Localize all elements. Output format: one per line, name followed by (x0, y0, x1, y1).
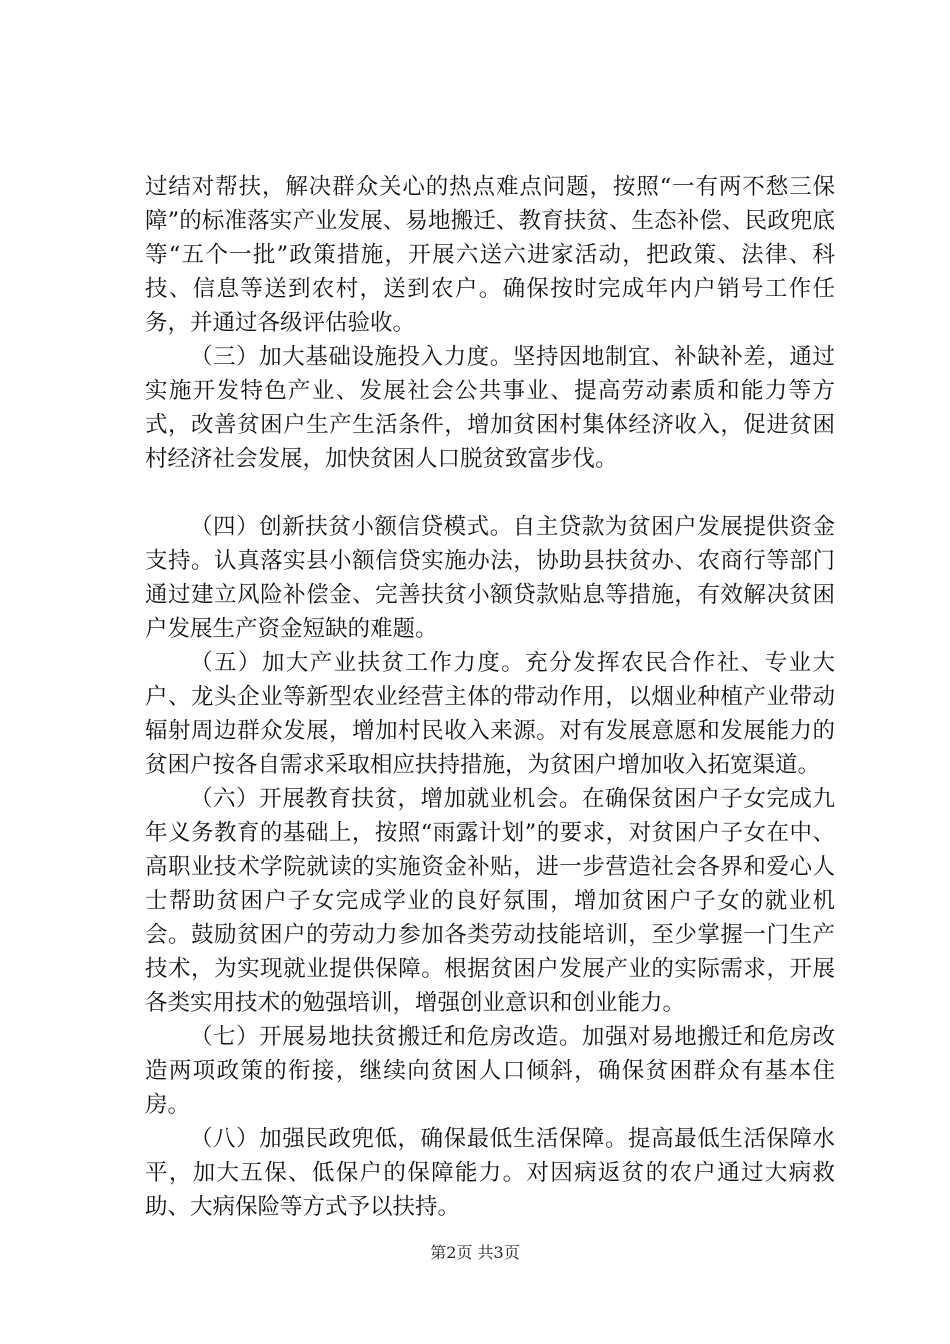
paragraph-section-4: （四）创新扶贫小额信贷模式。自主贷款为贫困户发展提供资金支持。认真落实县小额信贷实施办法，协助县扶贫办、农商行等部门通过建立风险补偿金、完善扶贫小额贷款贴息等措施，有效解决贫困户发展生产资金短缺的难题。 (145, 514, 835, 642)
document-body (145, 170, 835, 1224)
paragraph-continuation: 过结对帮扶，解决群众关心的热点难点问题，按照“一有两不愁三保障”的标准落实产业发展、易地搬迁、教育扶贫、生态补偿、民政兜底等“五个一批”政策措施，开展六送六进家活动，把政策、法律、科技、信息等送到农村，送到农户。确保按时完成年内户销号工作任务，并通过各级评估验收。 (145, 174, 835, 336)
paragraph-section-7: （七）开展易地扶贫搬迁和危房改造。加强对易地搬迁和危房改造两项政策的衔接，继续向贫困人口倾斜，确保贫困群众有基本住房。 (145, 1024, 835, 1118)
paragraph-section-5: （五）加大产业扶贫工作力度。充分发挥农民合作社、专业大户、龙头企业等新型农业经营主体的带动作用，以烟业种植产业带动辐射周边群众发展，增加村民收入来源。对有发展意愿和发展能力的贫困户按各自需求采取相应扶持措施，为贫困户增加收入拓宽渠道。 (145, 650, 835, 778)
paragraph-section-3: （三）加大基础设施投入力度。坚持因地制宜、补缺补差，通过实施开发特色产业、发展社会公共事业、提高劳动素质和能力等方式，改善贫困户生产生活条件，增加贫困村集体经济收入，促进贫困村经济社会发展，加快贫困人口脱贫致富步伐。 (145, 344, 835, 472)
paragraph-section-8: （八）加强民政兜低，确保最低生活保障。提高最低生活保障水平，加大五保、低保户的保障能力。对因病返贫的农户通过大病救助、大病保险等方式予以扶持。 (145, 1126, 835, 1220)
page-footer: 第2页 共3页 (430, 1243, 520, 1262)
paragraph-section-6: （六）开展教育扶贫，增加就业机会。在确保贫困户子女完成九年义务教育的基础上，按照“雨露计划”的要求，对贫困户子女在中、高职业技术学院就读的实施资金补贴，进一步营造社会各界和爱心人士帮助贫困户子女完成学业的良好氛围，增加贫困户子女的就业机会。鼓励贫困户的劳动力参加各类劳动技能培训，至少掌握一门生产技术，为实现就业提供保障。根据贫困户发展产业的实际需求，开展各类实用技术的勉强培训，增强创业意识和创业能力。 (145, 786, 835, 1016)
paragraph-gap (145, 476, 835, 510)
